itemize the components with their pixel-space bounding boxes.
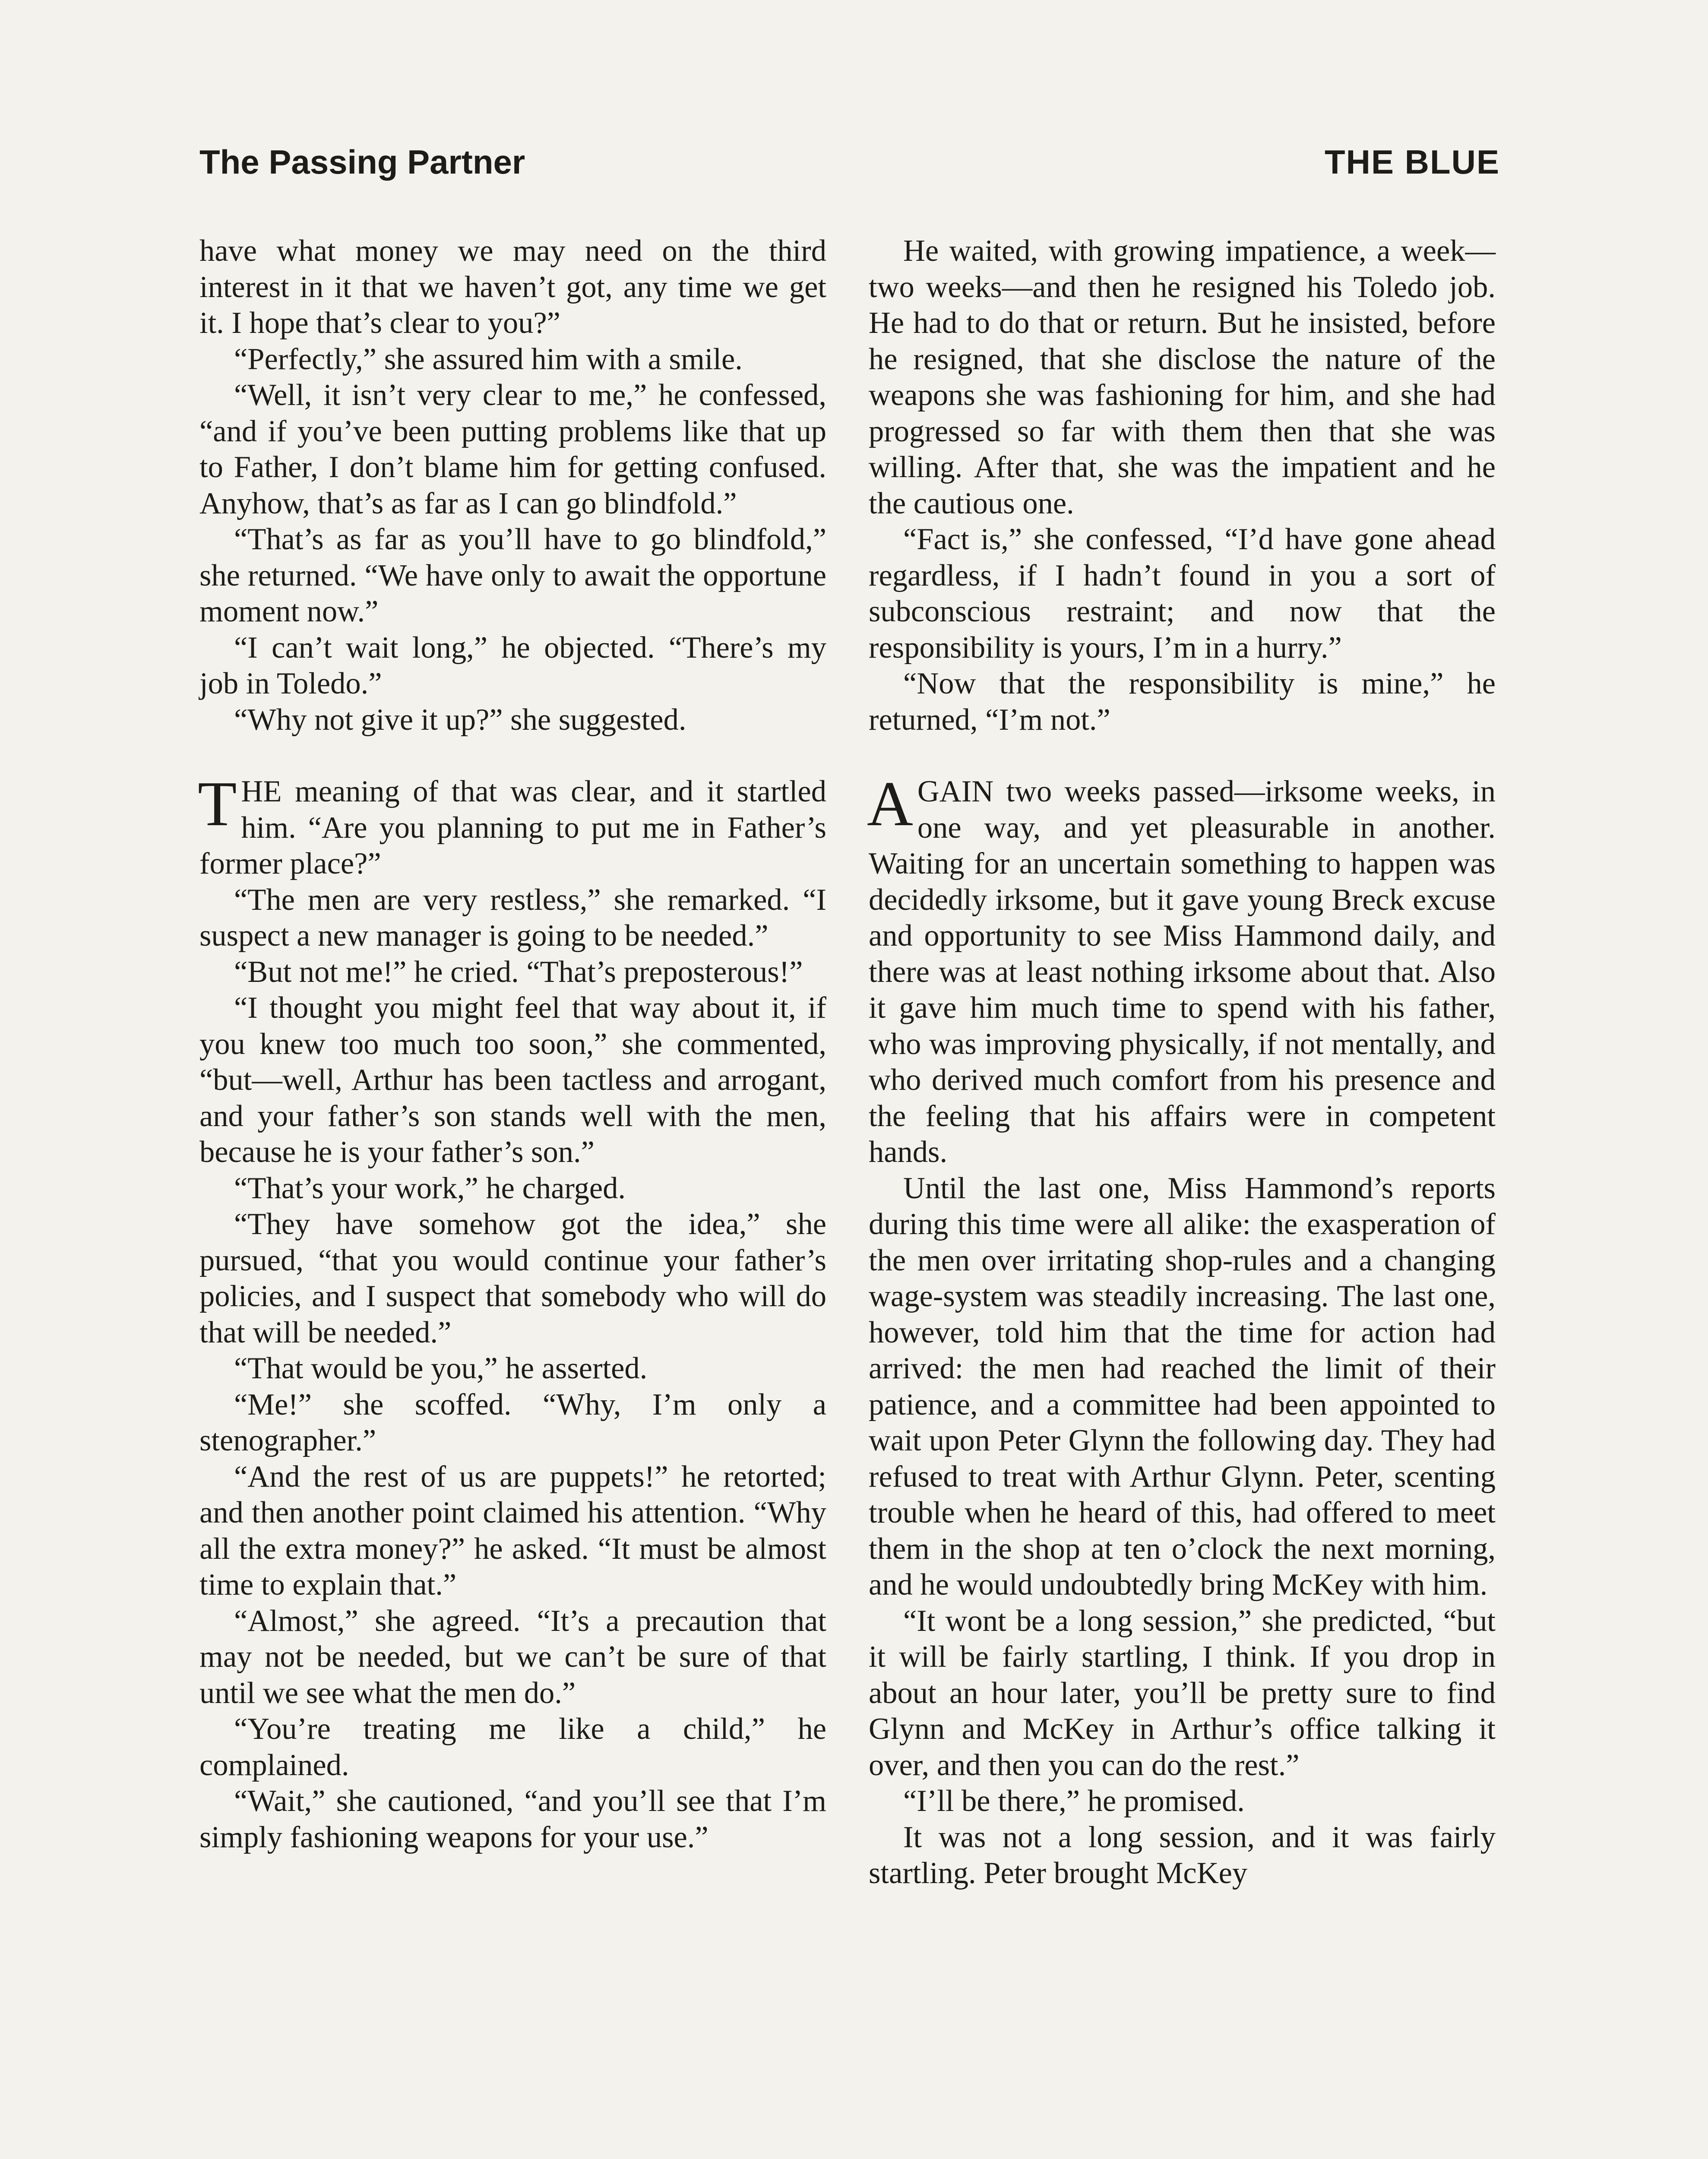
paragraph: have what money we may need on the third interest in it that we haven’t got, any time we get it. I hope that’s clear to you?”: [199, 234, 826, 340]
drop-cap-letter: T: [198, 769, 237, 839]
text-column-left: [199, 233, 826, 1855]
paragraph: He waited, with growing impatience, a week—two weeks—and then he resigned his Toledo job. He had to do that or return. But he insisted, before he resigned, that she disclose the nature of the weapons she was fashioning for him, and she had progressed so far with them then that she was willing. After that, she was the impatient and he the cautious one.: [869, 234, 1496, 520]
paragraph: “That’s as far as you’ll have to go blindfold,” she returned. “We have only to await the opportune moment now.”: [199, 522, 826, 628]
paragraph: “That would be you,” he asserted.: [234, 1352, 648, 1385]
paragraph: “You’re treating me like a child,” he complained.: [199, 1712, 826, 1782]
running-head-magazine-name: THE BLUE: [1325, 143, 1500, 181]
paragraph: “It wont be a long session,” she predicted, “but it will be fairly startling, I think. If you drop in about an hour later, you’ll be pretty sure to find Glynn and McKey in Arthur’s office talking it over, and then you can do the rest.”: [869, 1604, 1496, 1782]
paragraph: “Fact is,” she confessed, “I’d have gone ahead regardless, if I hadn’t found in you a sort of subconscious restraint; and now that the responsibility is yours, I’m in a hurry.”: [869, 522, 1496, 665]
paragraph: “Wait,” she cautioned, “and you’ll see that I’m simply fashioning weapons for your use.”: [199, 1784, 826, 1854]
paragraph: “And the rest of us are puppets!” he retorted; and then another point claimed his attention. “Why all the extra money?” he asked. “It must be almost time to explain that.”: [199, 1459, 826, 1602]
paragraph: “I can’t wait long,” he objected. “There’s my job in Toledo.”: [199, 630, 826, 700]
text-column-right: [869, 233, 1496, 1892]
drop-cap-letter: A: [867, 769, 913, 839]
paragraph: It was not a long session, and it was fairly startling. Peter brought McKey: [869, 1820, 1496, 1890]
running-head-story-title: The Passing Partner: [199, 143, 525, 181]
section-opening-text: HE meaning of that was clear, and it startled him. “Are you planning to put me in Father’s former place?”: [199, 775, 826, 880]
paragraph: “Perfectly,” she assured him with a smile.: [234, 342, 743, 376]
paragraph: “But not me!” he cried. “That’s preposterous!”: [234, 955, 803, 989]
paragraph: Until the last one, Miss Hammond’s reports during this time were all alike: the exasperation of the men over irritating shop-rules and a changing wage-system was steadily increasing. The last one, however, told him that the time for action had arrived: the men had reached the limit of their patience, and a committee had been appointed to wait upon Peter Glynn the following day. They had refused to treat with Arthur Glynn. Peter, scenting trouble when he heard of this, had offered to meet them in the shop at ten o’clock the next morning, and he would undoubtedly bring McKey with him.: [869, 1171, 1496, 1602]
section-opening-paragraph: [198, 769, 826, 882]
section-opening-paragraph: [867, 769, 1496, 1171]
paragraph: “Me!” she scoffed. “Why, I’m only a stenographer.”: [199, 1387, 826, 1457]
paragraph: “Well, it isn’t very clear to me,” he confessed, “and if you’ve been putting problems like that up to Father, I don’t blame him for getting confused. Anyhow, that’s as far as I can go blindfold.”: [199, 378, 826, 520]
paragraph: “They have somehow got the idea,” she pursued, “that you would continue your father’s policies, and I suspect that somebody who will do that will be needed.”: [199, 1207, 826, 1349]
paragraph: “Now that the responsibility is mine,” he returned, “I’m not.”: [869, 667, 1496, 737]
paragraph: “I thought you might feel that way about it, if you knew too much too soon,” she commented, “but—well, Arthur has been tactless and arrogant, and your father’s son stands well with the men, because he is your father’s son.”: [199, 991, 826, 1169]
section-opening-text: GAIN two weeks passed—irksome weeks, in one way, and yet pleasurable in another. Waiting for an uncertain something to happen was decidedly irksome, but it gave young Breck excuse and opportunity to see Miss Hammond daily, and there was at least nothing irksome about that. Also it gave him much time to spend with his father, who was improving physically, if not mentally, and who derived much comfort from his presence and the feeling that his affairs were in competent hands.: [869, 775, 1496, 1169]
paragraph: “Why not give it up?” she suggested.: [234, 703, 686, 737]
paragraph: “I’ll be there,” he promised.: [903, 1784, 1245, 1818]
paragraph: “The men are very restless,” she remarked. “I suspect a new manager is going to be needed.”: [199, 883, 826, 953]
paragraph: “Almost,” she agreed. “It’s a precaution that may not be needed, but we can’t be sure of that until we see what the men do.”: [199, 1604, 826, 1710]
paragraph: “That’s your work,” he charged.: [234, 1171, 626, 1205]
